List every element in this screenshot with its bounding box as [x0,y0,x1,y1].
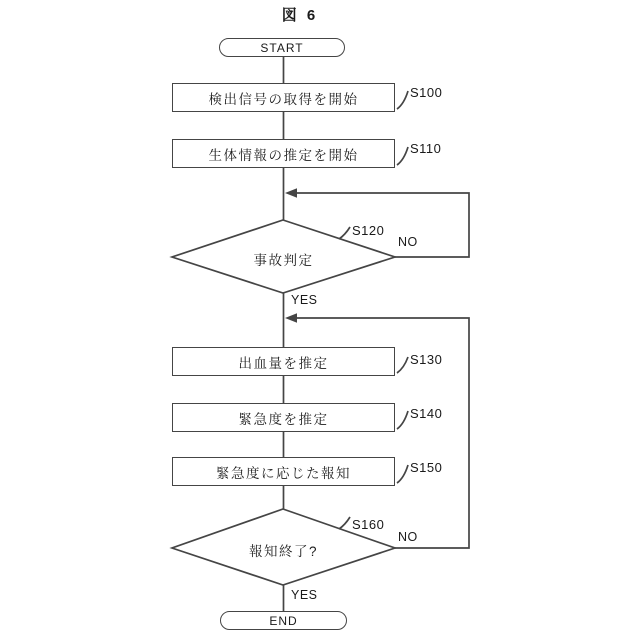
step-tag-s110: S110 [410,141,442,156]
s120-no-label: NO [398,235,418,249]
s160-tag-leader [339,517,350,529]
s160-yes-label: YES [291,588,318,602]
s120-yes-label: YES [291,293,318,307]
process-s140-label: 緊急度を推定 [238,411,329,427]
decision-s120-label: 事故判定 [253,253,314,268]
s140-tag-leader [397,411,408,429]
process-s100-label: 検出信号の取得を開始 [208,91,359,107]
step-tag-s100: S100 [410,85,443,100]
process-s110-label: 生体情報の推定を開始 [208,147,359,163]
end-label: END [269,613,298,628]
step-tag-s140: S140 [410,406,443,421]
start-node [219,38,345,57]
merge-arrowhead-s120 [285,188,297,198]
step-tag-s150: S150 [410,460,443,475]
process-s150-label: 緊急度に応じた報知 [216,465,351,481]
s160-no-label: NO [398,530,418,544]
process-s150-box [172,457,395,486]
process-s110-box [172,139,395,168]
step-tag-s130: S130 [410,352,443,367]
s110-tag-leader [397,147,408,165]
s100-tag-leader [397,91,408,109]
s150-tag-leader [397,465,408,483]
process-s130-label: 出血量を推定 [238,355,329,371]
step-tag-s160: S160 [352,517,385,532]
process-s140-box [172,403,395,432]
s130-tag-leader [397,357,408,373]
end-node [220,611,347,630]
figure-title: 図 6 [281,7,319,24]
process-s100-box [172,83,395,112]
merge-arrowhead-s130 [285,313,297,323]
process-s130-box [172,347,395,376]
decision-s160-label: 報知終了? [248,544,318,559]
start-label: START [260,40,304,55]
s120-tag-leader [339,227,350,239]
step-tag-s120: S120 [352,223,385,238]
